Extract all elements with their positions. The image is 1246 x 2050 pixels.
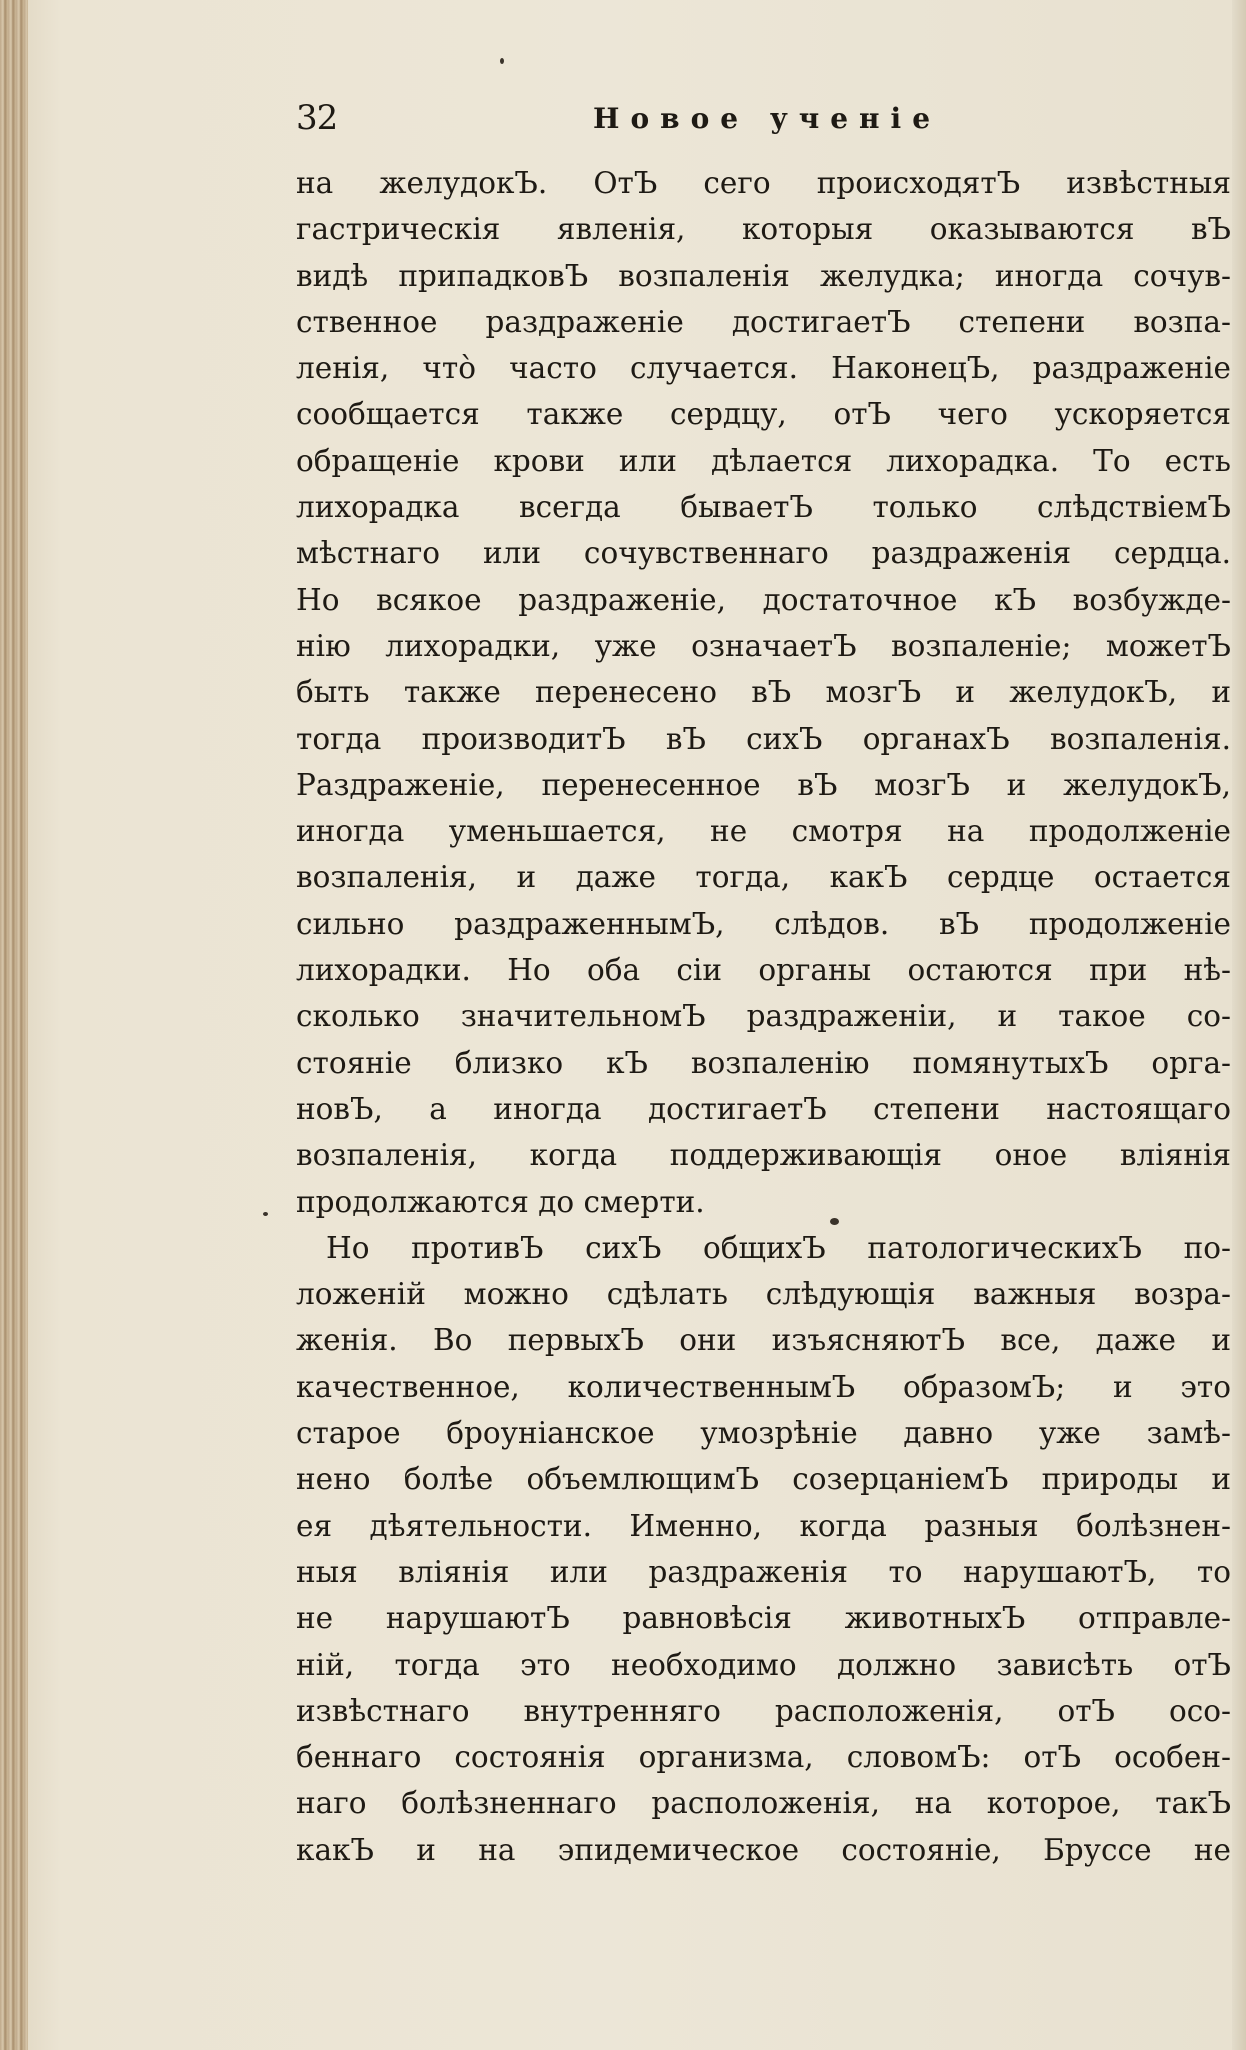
page-number: 32 (296, 98, 338, 138)
text-line: ственное раздраженіе достигаетЪ степени возпа- (296, 304, 1231, 339)
text-line: иногда уменьшается, не смотря на продолженіе (296, 814, 1231, 849)
text-line: тогда производитЪ вЪ сихЪ органахЪ возпаленія. (296, 721, 1231, 756)
text-line: сообщается также сердцу, отЪ чего ускоряется (296, 397, 1231, 432)
text-line: обращеніе крови или дѣлается лихорадка. То есть (296, 443, 1231, 478)
ink-speck (830, 1218, 839, 1225)
page-edge (1232, 0, 1246, 2050)
text-line: ея дѣятельности. Именно, когда разныя болѣзнен- (296, 1508, 1231, 1543)
ink-speck (500, 58, 504, 64)
text-line: возпаленія, когда поддерживающія оное вліянія (296, 1138, 1231, 1173)
ink-speck (263, 1212, 268, 1216)
text-line: сильно раздраженнымЪ, слѣдов. вЪ продолженіе (296, 906, 1231, 941)
text-line: возпаленія, и даже тогда, какЪ сердце остается (296, 860, 1231, 895)
text-line: продолжаются до смерти. (296, 1184, 705, 1219)
text-line: стояніе близко кЪ возпаленію помянутыхЪ орга- (296, 1045, 1231, 1080)
text-line: женія. Во первыхЪ они изъясняютЪ все, даже и (296, 1323, 1231, 1358)
text-line: гастрическія явленія, которыя оказываются вЪ (296, 212, 1231, 247)
text-line: лихорадки. Но оба сіи органы остаются при нѣ- (296, 953, 1231, 988)
text-line: лихорадка всегда бываетЪ только слѣдствіемЪ (296, 490, 1231, 525)
body-text (296, 160, 1231, 1873)
text-line: нію лихорадки, уже означаетЪ возпаленіе; можетЪ (296, 628, 1231, 663)
binding-gutter (0, 0, 28, 2050)
text-line: не нарушаютЪ равновѣсія животныхЪ отправле- (296, 1601, 1231, 1636)
text-line: беннаго состоянія организма, словомЪ: отЪ особен- (296, 1740, 1231, 1775)
text-line: Но всякое раздраженіе, достаточное кЪ возбужде- (296, 582, 1231, 617)
text-line: Раздраженіе, перенесенное вЪ мозгЪ и желудокЪ, (296, 767, 1231, 802)
text-line: качественное, количественнымЪ образомЪ; и это (296, 1369, 1231, 1404)
text-line: ній, тогда это необходимо должно зависѣть отЪ (296, 1647, 1231, 1682)
text-line: сколько значительномЪ раздраженіи, и такое со- (296, 999, 1231, 1034)
page-header (296, 98, 1231, 146)
text-line: наго болѣзненнаго расположенія, на которое, такЪ (296, 1786, 1231, 1821)
text-line: видѣ припадковЪ возпаленія желудка; иногда сочув- (296, 258, 1231, 293)
text-line: ныя вліянія или раздраженія то нарушаютЪ, то (296, 1554, 1231, 1589)
text-line: нено болѣе объемлющимЪ созерцаніемЪ природы и (296, 1462, 1231, 1497)
text-line: Но противЪ сихЪ общихЪ патологическихЪ по- (326, 1230, 1231, 1265)
text-line: извѣстнаго внутренняго расположенія, отЪ осо- (296, 1693, 1231, 1728)
text-line: какЪ и на эпидемическое состояніе, Бруссе не (296, 1832, 1231, 1867)
text-line: быть также перенесено вЪ мозгЪ и желудокЪ, и (296, 675, 1231, 710)
text-line: на желудокЪ. ОтЪ сего происходятЪ извѣстныя (296, 166, 1231, 200)
text-line: новЪ, а иногда достигаетЪ степени настоящаго (296, 1091, 1231, 1126)
text-line: старое броуніанское умозрѣніе давно уже замѣ- (296, 1416, 1231, 1451)
text-line: мѣстнаго или сочувственнаго раздраженія сердца. (296, 536, 1231, 571)
running-head: Новое ученіе (593, 102, 942, 135)
text-line: ложеній можно сдѣлать слѣдующія важныя возра- (296, 1277, 1231, 1312)
text-line: ленія, что̀ часто случается. НаконецЪ, раздраженіе (296, 351, 1231, 386)
